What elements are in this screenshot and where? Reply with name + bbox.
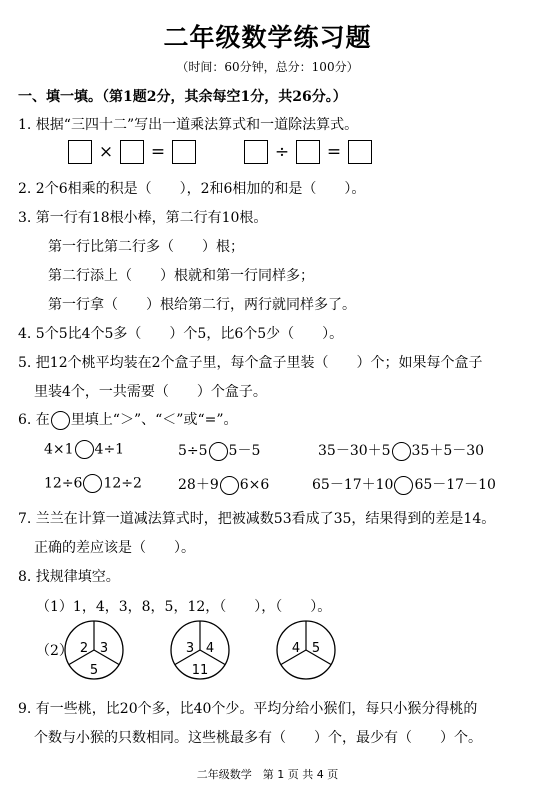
question-6-prefix: 6. 在 (18, 412, 50, 428)
circle-number: 4 (205, 641, 215, 656)
question-7-line-2: 正确的差应该是（ ）。 (34, 540, 195, 556)
answer-box[interactable] (120, 140, 144, 164)
question-9-line-2: 个数与小猴的只数相同。这些桃最多有（ ）个，最少有（ ）个。 (34, 730, 482, 746)
question-2: 2. 2个6相乘的积是（ ），2和6相加的和是（ ）。 (18, 181, 366, 197)
compare-circle[interactable] (209, 442, 228, 461)
question-3-part-a: 第一行比第二行多（ ）根； (48, 239, 244, 255)
question-1: 1. 根据“三四十二”写出一道乘法算式和一道除法算式。 (18, 117, 359, 133)
compare-circle[interactable] (220, 476, 239, 495)
times-sign: × (98, 142, 114, 162)
compare-item: 12÷6 12÷2 (44, 475, 142, 492)
compare-circle[interactable] (75, 440, 94, 459)
equals-sign: = (326, 142, 342, 162)
compare-circle[interactable] (83, 474, 102, 493)
q1-equation-division (244, 140, 372, 164)
pattern-circles (60, 616, 350, 688)
circle-number: 3 (99, 641, 109, 656)
question-7-line-1: 7. 兰兰在计算一道减法算式时，把被减数53看成了35，结果得到的差是14。 (18, 511, 496, 527)
compare-item: 65－17＋10 65－17－10 (312, 477, 496, 493)
q1-equation-multiplication (68, 140, 196, 164)
question-5-line-2: 里装4个，一共需要（ ）个盒子。 (34, 384, 267, 400)
circle-number: 5 (311, 641, 321, 656)
compare-item: 4×1 4÷1 (44, 441, 125, 458)
divide-sign: ÷ (274, 142, 290, 162)
question-5-line-1: 5. 把12个桃平均装在2个盒子里，每个盒子里装（ ）个；如果每个盒子 (18, 355, 483, 371)
question-8-part-2-label: （2） (36, 643, 73, 659)
question-8-part-1: （1）1，4，3，8，5，12，（ ），（ ）。 (36, 599, 332, 615)
question-9-line-1: 9. 有一些桃，比20个多，比40个少。平均分给小猴们，每只小猴分得桃的 (18, 701, 478, 717)
pattern-circle (171, 621, 229, 679)
circle-number: 11 (191, 663, 209, 678)
answer-box[interactable] (172, 140, 196, 164)
circle-number: 2 (79, 641, 89, 656)
section-heading: 一、填一填。（第1题2分，其余每空1分，共26分。） (18, 89, 347, 105)
circle-number: 4 (291, 641, 301, 656)
circle-number: 3 (185, 641, 195, 656)
question-4: 4. 5个5比4个5多（ ）个5，比6个5少（ ）。 (18, 326, 344, 342)
question-3-part-b: 第二行添上（ ）根就和第一行同样多； (48, 268, 314, 284)
question-6-suffix: 里填上“＞”、“＜”或“=”。 (70, 412, 238, 428)
compare-circle[interactable] (392, 442, 411, 461)
compare-item: 28＋9 6×6 (178, 477, 270, 493)
page-title: 二年级数学练习题 (163, 23, 372, 52)
question-6 (18, 409, 238, 430)
answer-box[interactable] (68, 140, 92, 164)
compare-item: 35－30＋5 35＋5－30 (318, 443, 485, 459)
compare-circle-icon (51, 411, 70, 430)
equals-sign: = (150, 142, 166, 162)
question-8: 8. 找规律填空。 (18, 569, 120, 585)
exam-info: （时间：60分钟，总分：100分） (176, 60, 359, 74)
answer-box[interactable] (348, 140, 372, 164)
question-3-part-c: 第一行拿（ ）根给第二行，两行就同样多了。 (48, 297, 356, 313)
question-3: 3. 第一行有18根小棒，第二行有10根。 (18, 210, 268, 226)
page-footer: 二年级数学 第 1 页 共 4 页 (196, 768, 339, 781)
pattern-circle (65, 621, 123, 679)
answer-box[interactable] (244, 140, 268, 164)
pattern-circle (277, 621, 335, 679)
circle-number: 5 (89, 663, 99, 678)
answer-box[interactable] (296, 140, 320, 164)
compare-circle[interactable] (394, 476, 413, 495)
compare-item: 5÷5 5－5 (178, 443, 261, 459)
